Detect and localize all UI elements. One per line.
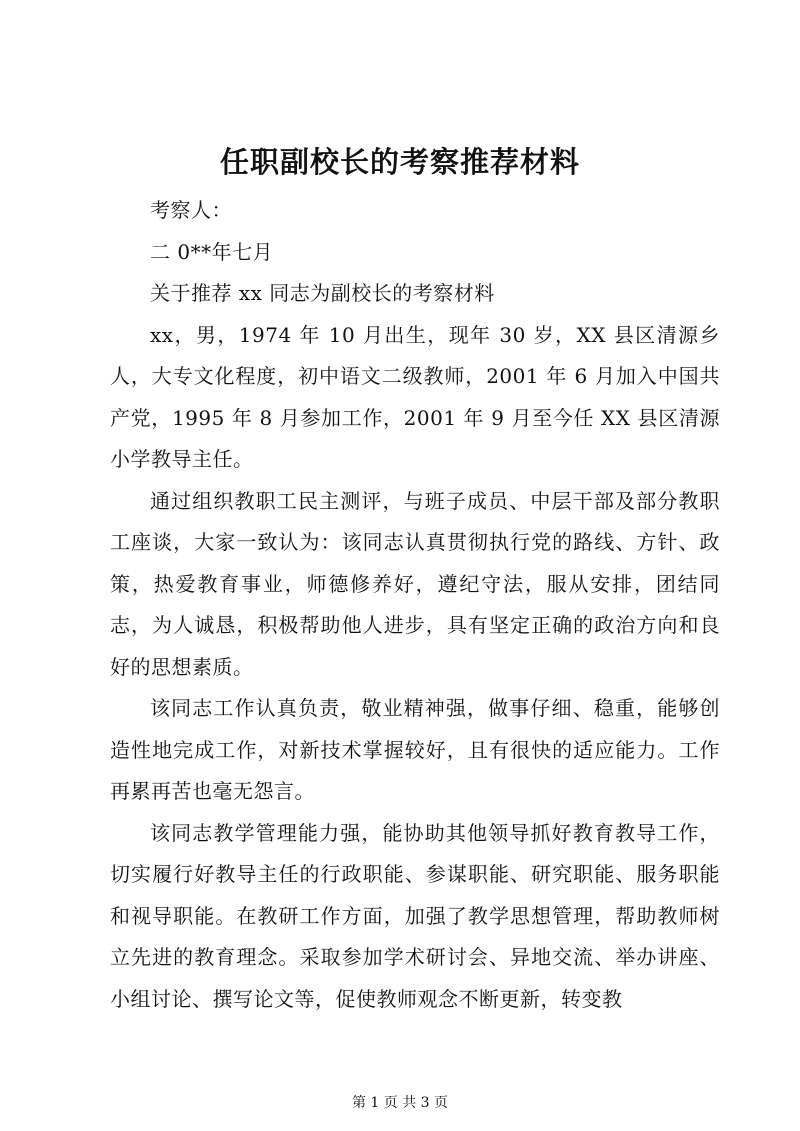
date-line: 二 0**年七月 [150,239,274,264]
page-footer: 第 1 页 共 3 页 [351,1095,449,1111]
paragraph-management: 该同志教学管理能力强，能协助其他领导抓好教育教导工作，切实履行好教导主任的行政职能、参谋职能、研究职能、服务职能和视导职能。在教研工作方面，加强了教学思想管理，帮助教师树立先进的教育理念。采取参加学术研讨会、异地交流、举办讲座、小组讨论、撰写论文等，促使教师观念不断更新，转变教 [110,820,720,1011]
paragraph-work-attitude: 该同志工作认真负责，敬业精神强，做事仔细、稳重，能够创造性地完成工作，对新技术掌握较好，且有很快的适应能力。工作再累再苦也毫无怨言。 [110,696,720,803]
paragraph-profile: xx，男，1974 年 10 月出生，现年 30 岁，XX 县区清源乡人，大专文化程度，初中语文二级教师，2001 年 6 月加入中国共产党，1995 年 8 月参加工作，2001 年 9 月至今任 XX 县区清源小学教导主任。 [110,322,720,471]
examiner-line: 考察人： [150,198,232,222]
document-title: 任职副校长的考察推荐材料 [219,145,580,179]
paragraph-evaluation: 通过组织教职工民主测评，与班子成员、中层干部及部分教职工座谈，大家一致认为：该同志认真贯彻执行党的路线、方针、政策，热爱教育事业，师德修养好，遵纪守法，服从安排，团结同志，为人诚恳，积极帮助他人进步，具有坚定正确的政治方向和良好的思想素质。 [110,488,720,679]
subject-line: 关于推荐 xx 同志为副校长的考察材料 [150,281,495,305]
document-body [110,190,720,1020]
